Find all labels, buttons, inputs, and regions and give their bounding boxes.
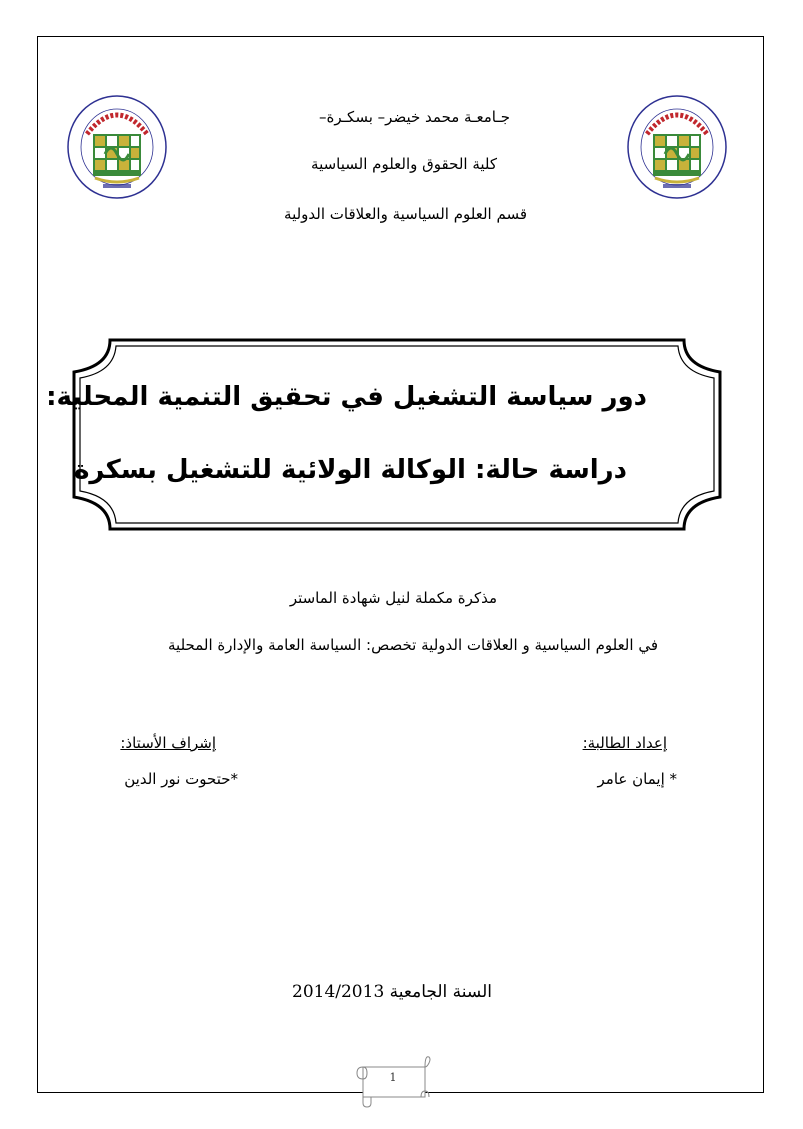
page-number: 1 bbox=[389, 1071, 397, 1084]
title-frame bbox=[70, 336, 724, 533]
student-label: إعداد الطالبة: bbox=[582, 734, 667, 752]
supervisor-label: إشراف الأستاذ: bbox=[120, 734, 216, 752]
title-line-2: دراسة حالة: الوكالة الولائية للتشغيل بسكرة bbox=[74, 455, 627, 485]
university-logo-left bbox=[65, 94, 169, 200]
faculty-name: كلية الحقوق والعلوم السياسية bbox=[311, 155, 497, 173]
university-logo-right bbox=[625, 94, 729, 200]
memo-specialization: في العلوم السياسية و العلاقات الدولية تخصص: السياسة العامة والإدارة المحلية bbox=[168, 636, 658, 654]
university-name: جـامعـة محمد خيضر– بسكـرة– bbox=[319, 108, 510, 126]
page-number-scroll bbox=[355, 1053, 431, 1109]
title-line-1: دور سياسة التشغيل في تحقيق التنمية المحلية: bbox=[46, 382, 647, 412]
student-name: * إيمان عامر bbox=[597, 770, 677, 788]
memo-degree: مذكرة مكملة لنيل شهادة الماستر bbox=[289, 589, 497, 607]
department-name: قسم العلوم السياسية والعلاقات الدولية bbox=[284, 205, 527, 223]
supervisor-name: *حتحوت نور الدين bbox=[124, 770, 238, 788]
academic-year: السنة الجامعية 2014/2013 bbox=[292, 982, 492, 1002]
